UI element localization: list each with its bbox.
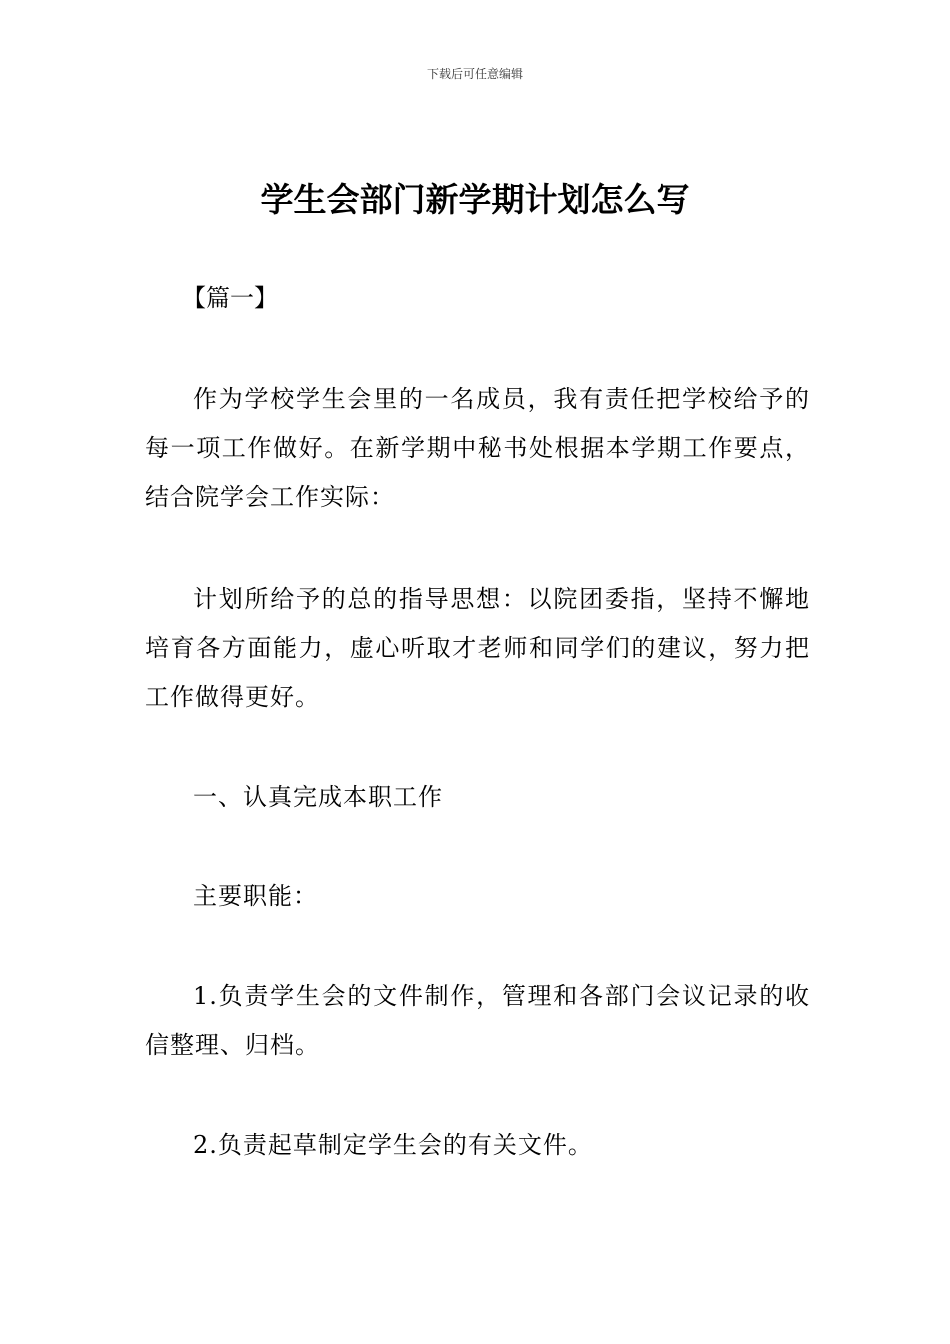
section-label: 【篇一】	[182, 284, 278, 312]
list-item-2: 2.负责起草制定学生会的有关文件。	[193, 1131, 593, 1159]
paragraph-main-functions: 主要职能：	[193, 882, 318, 910]
heading-duties: 一、认真完成本职工作	[193, 783, 443, 811]
document-title: 学生会部门新学期计划怎么写	[260, 180, 690, 219]
paragraph-intro: 作为学校学生会里的一名成员，我有责任把学校给予的每一项工作做好。在新学期中秘书处根据本学期工作要点，结合院学会工作实际：	[145, 385, 810, 511]
list-item-1: 1.负责学生会的文件制作，管理和各部门会议记录的收信整理、归档。	[145, 982, 810, 1059]
header-note: 下载后可任意编辑	[426, 67, 523, 81]
paragraph-guiding-thought: 计划所给予的总的指导思想：以院团委指，坚持不懈地培育各方面能力，虚心听取才老师和同学们的建议，努力把工作做得更好。	[145, 585, 810, 711]
